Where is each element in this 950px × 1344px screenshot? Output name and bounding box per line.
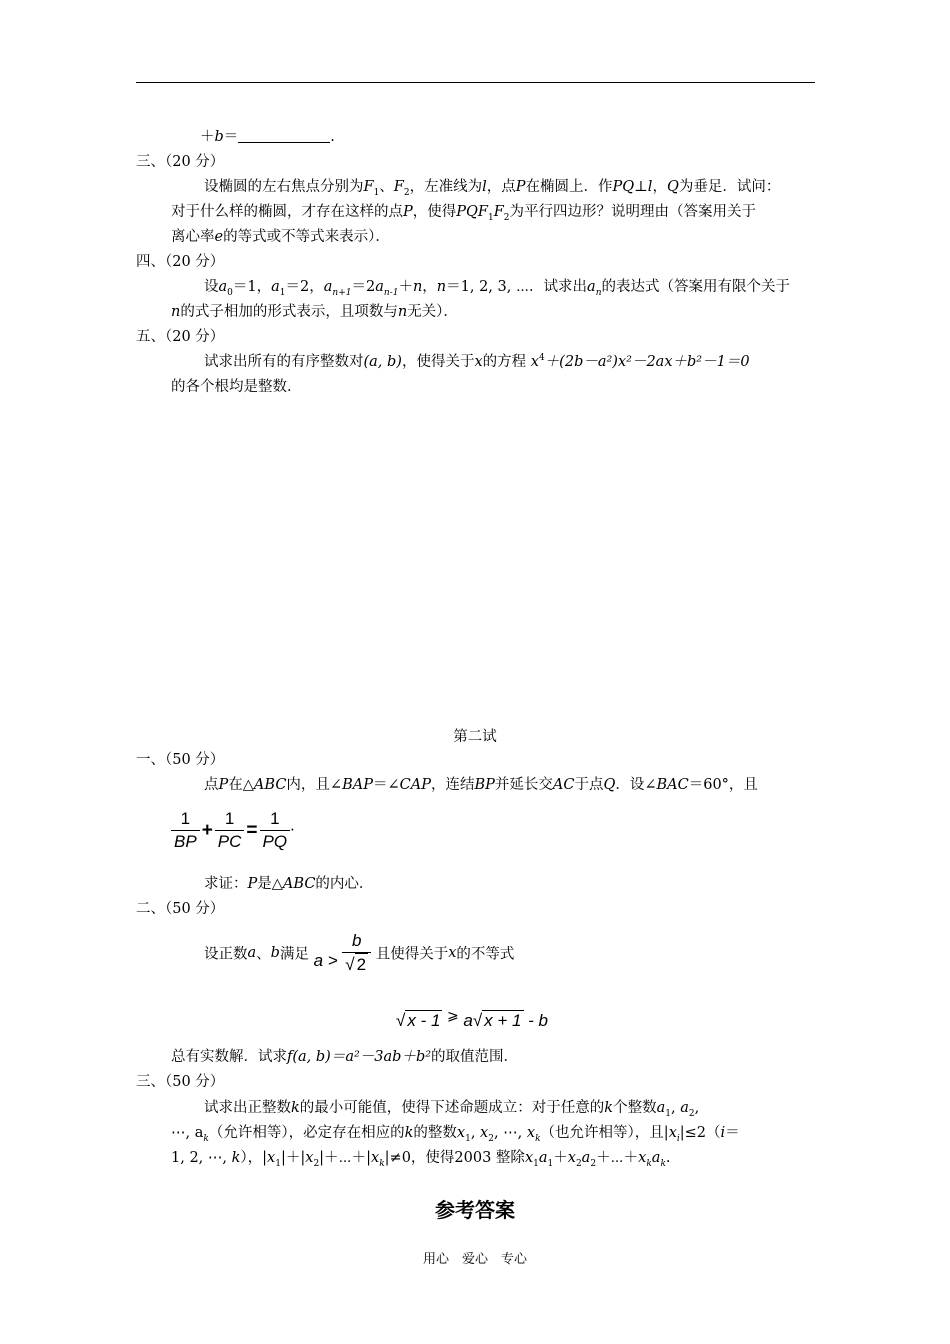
s4-line2: n的式子相加的形式表示，且项数与n无关）． (171, 304, 458, 320)
s4-line1: 设$a_0=1$，$a_1=2$，$a_{n+1}=2a_{n-1}+n$，n＝1, 2, 3, ⋯．试求出$a_n$的表达式（答案用有限个关于 (204, 279, 790, 298)
fraction-1-over-pc: $\frac{1}{PC}$ (215, 808, 245, 853)
s5-line1: 试求出所有的有序整数对(a, b)，使得关于x的方程 $x^4+(2b-a^2)x^2-2ax+b^2-1=0$ (204, 353, 750, 370)
t1-line3: 求证：P是△ABC的内心． (204, 876, 374, 892)
t1-line1: 点P在△ABC内，且∠BAP＝∠CAP，连结BP并延长交AC于点Q．设∠BAC＝60°，且 (204, 777, 758, 793)
s3-line3: 离心率e的等式或不等式来表示）． (171, 229, 390, 245)
t1-formula: $\frac{1}{BP}$ + $\frac{1}{PC}$ = $\frac{1}{PQ}$ · (171, 808, 295, 853)
s3-header: 三、（20 分） (136, 154, 225, 170)
fraction-1-over-bp: $\frac{1}{BP}$ (171, 808, 200, 853)
fraction-b-over-sqrt2: $\frac{b}{√ 2}$ (342, 930, 371, 976)
t3-line1: 试求出正整数k的最小可能值，使得下述命题成立：对于任意的k个整数$a_1$, $a_2$, (204, 1100, 700, 1119)
s4-header: 四、（20 分） (136, 254, 225, 270)
header-rule (136, 82, 815, 83)
t1-header: 一、（50 分） (136, 752, 225, 768)
s5-header: 五、（20 分） (136, 329, 225, 345)
t3-line3: 1, 2, ⋯, k），$|x_1|+|x_2|+\cdots+|x_k|\ne 0$，使得2003 整除$x_1a_1+x_2a_2+\cdots+x_ka_k$. (171, 1150, 671, 1169)
page-footer: 用心 爱心 专心 (422, 1252, 527, 1267)
t2-line1: 设正数a、b满足 a > $\frac{b}{√ 2}$ 且使得关于x的不等式 (204, 931, 515, 974)
answer-title: 参考答案 (435, 1198, 515, 1222)
s3-line2: 对于什么样的椭圆，才存在这样的点P，使得$PQF_1F_2$为平行四边形？说明理由（答案用关于 (171, 204, 757, 223)
t2-line3: 总有实数解．试求f(a, b)＝a²－3ab＋b²的取值范围． (171, 1049, 519, 1065)
t2-header: 二、（50 分） (136, 901, 225, 917)
t3-line2: ⋯, $a_k$（允许相等），必定存在相应的k的整数$x_1$, $x_2$, ⋯, $x_k$（也允许相等），且$|x_i|\le 2(i=$ (171, 1125, 740, 1144)
blank-line: ＋b＝ . (200, 129, 335, 145)
s3-line1: 设椭圆的左右焦点分别为$F_1$、$F_2$，左准线为l，点P在椭圆上．作PQ⊥l，Q为垂足．试问： (204, 179, 781, 198)
t3-header: 三、（50 分） (136, 1074, 225, 1090)
fraction-1-over-pq: $\frac{1}{PQ}$ (260, 808, 291, 853)
s5-line2: 的各个根均是整数． (171, 379, 302, 395)
answer-blank[interactable] (238, 128, 330, 143)
t2-inequality: √ x - 1 ⩾ a√ x + 1 - b (396, 1008, 548, 1030)
second-test-title: 第二试 (453, 729, 497, 745)
